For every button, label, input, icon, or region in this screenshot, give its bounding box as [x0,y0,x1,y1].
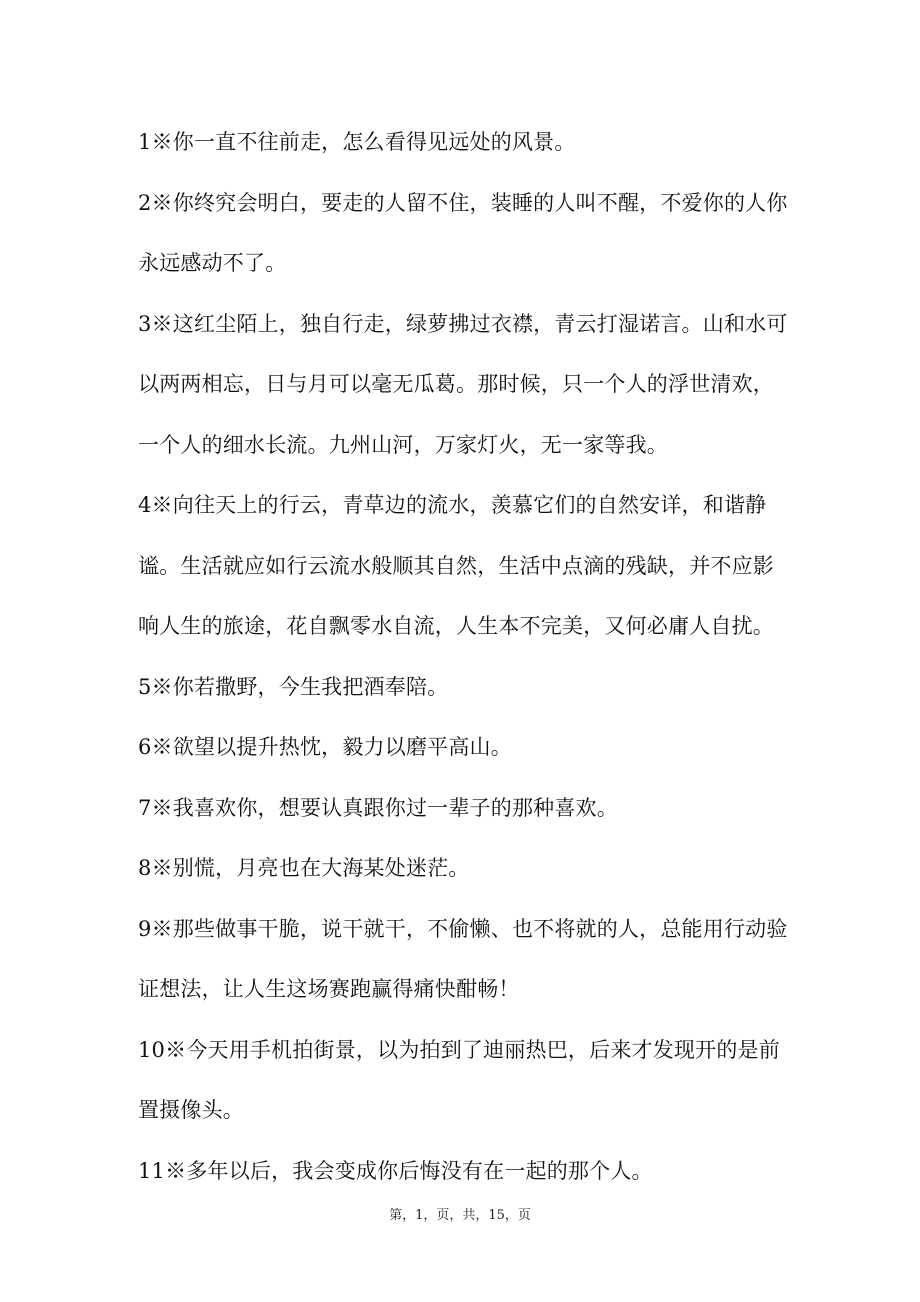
quote-entry-1: 1※你一直不往前走，怎么看得见远处的风景。 [138,130,576,154]
quote-entry-5: 5※你若撒野，今生我把酒奉陪。 [138,674,449,699]
quote-entry-3: 3※这红尘陌上，独自行走，绿萝拂过衣襟，青云打湿诺言。山和水可以两两相忘，日与月可以毫无瓜葛。那时候，只一个人的浮世清欢，一个人的细水长流。九州山河，万家灯火，无一家等我。 [138,311,788,457]
quote-entry-7: 7※我喜欢你，想要认真跟你过一辈子的那种喜欢。 [138,795,618,820]
quote-entry-8: 8※别慌，月亮也在大海某处迷茫。 [138,856,470,880]
quote-list [138,112,788,1201]
quote-entry-10: 10※今天用手机拍街景，以为拍到了迪丽热巴，后来才发现开的是前置摄像头。 [138,1037,780,1122]
page-footer: 第，1，页，共，15，页 [389,1208,531,1223]
quote-entry-2: 2※你终究会明白，要走的人留不住，装睡的人叫不醒，不爱你的人你永远感动不了。 [138,190,788,275]
quote-entry-11: 11※多年以后，我会变成你后悔没有在一起的那个人。 [138,1158,653,1183]
quote-entry-4: 4※向往天上的行云，青草边的流水，羡慕它们的自然安详，和谐静谧。生活就应如行云流水般顺其自然，生活中点滴的残缺，并不应影响人生的旅途，花自飘零水自流，人生本不完美，又何必庸人自扰。 [138,493,774,638]
quote-entry-6: 6※欲望以提升热忱，毅力以磨平高山。 [138,735,512,759]
quote-entry-9: 9※那些做事干脆，说干就干，不偷懒、也不将就的人，总能用行动验证想法，让人生这场赛跑赢得痛快酣畅！ [138,916,788,1001]
